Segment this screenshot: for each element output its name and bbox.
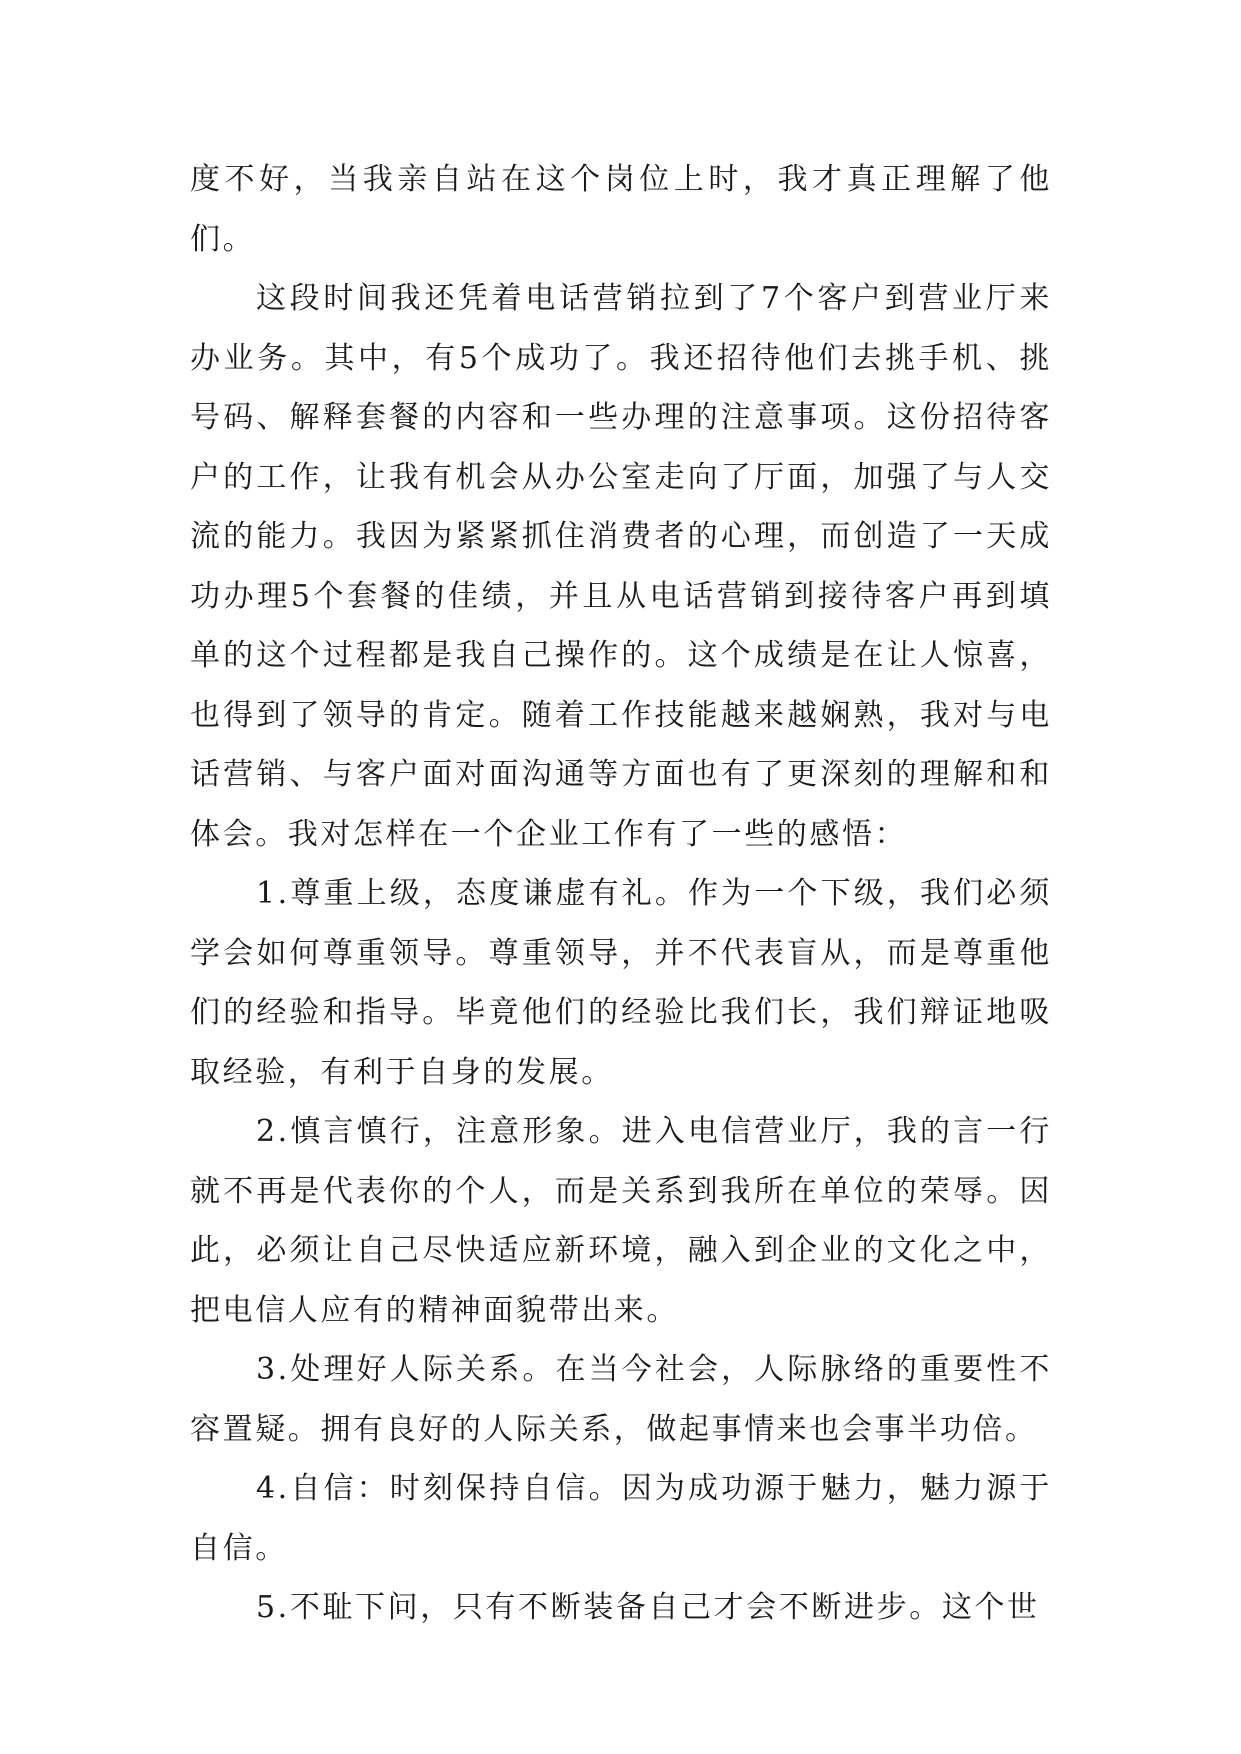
document-body bbox=[190, 150, 1052, 1638]
paragraph-continuation: 度不好，当我亲自站在这个岗位上时，我才真正理解了他们。 bbox=[190, 162, 1052, 257]
paragraph-telemarketing: 这段时间我还凭着电话营销拉到了7个客户到营业厅来办业务。其中，有5个成功了。我还招待他们去挑手机、挑号码、解释套餐的内容和一些办理的注意事项。这份招待客户的工作，让我有机会从办公室走向了厅面，加强了与人交流的能力。我因为紧紧抓住消费者的心理，而创造了一天成功办理5个套餐的佳绩，并且从电话营销到接待客户再到填单的这个过程都是我自己操作的。这个成绩是在让人惊喜，也得到了领导的肯定。随着工作技能越来越娴熟，我对与电话营销、与客户面对面沟通等方面也有了更深刻的理解和和体会。我对怎样在一个企业工作有了一些的感悟： bbox=[190, 281, 1052, 852]
list-item-3: 3.处理好人际关系。在当今社会，人际脉络的重要性不容置疑。拥有良好的人际关系，做起事情来也会事半功倍。 bbox=[190, 1352, 1052, 1447]
list-item-5: 5.不耻下问，只有不断装备自己才会不断进步。这个世 bbox=[256, 1590, 1040, 1625]
list-item-4: 4.自信：时刻保持自信。因为成功源于魅力，魅力源于自信。 bbox=[190, 1471, 1052, 1566]
list-item-2: 2.慎言慎行，注意形象。进入电信营业厅，我的言一行就不再是代表你的个人，而是关系到我所在单位的荣辱。因此，必须让自己尽快适应新环境，融入到企业的文化之中，把电信人应有的精神面貌带出来。 bbox=[190, 1114, 1052, 1328]
list-item-1: 1.尊重上级，态度谦虚有礼。作为一个下级，我们必须学会如何尊重领导。尊重领导，并不代表盲从，而是尊重他们的经验和指导。毕竟他们的经验比我们长，我们辩证地吸取经验，有利于自身的发展。 bbox=[190, 876, 1052, 1090]
